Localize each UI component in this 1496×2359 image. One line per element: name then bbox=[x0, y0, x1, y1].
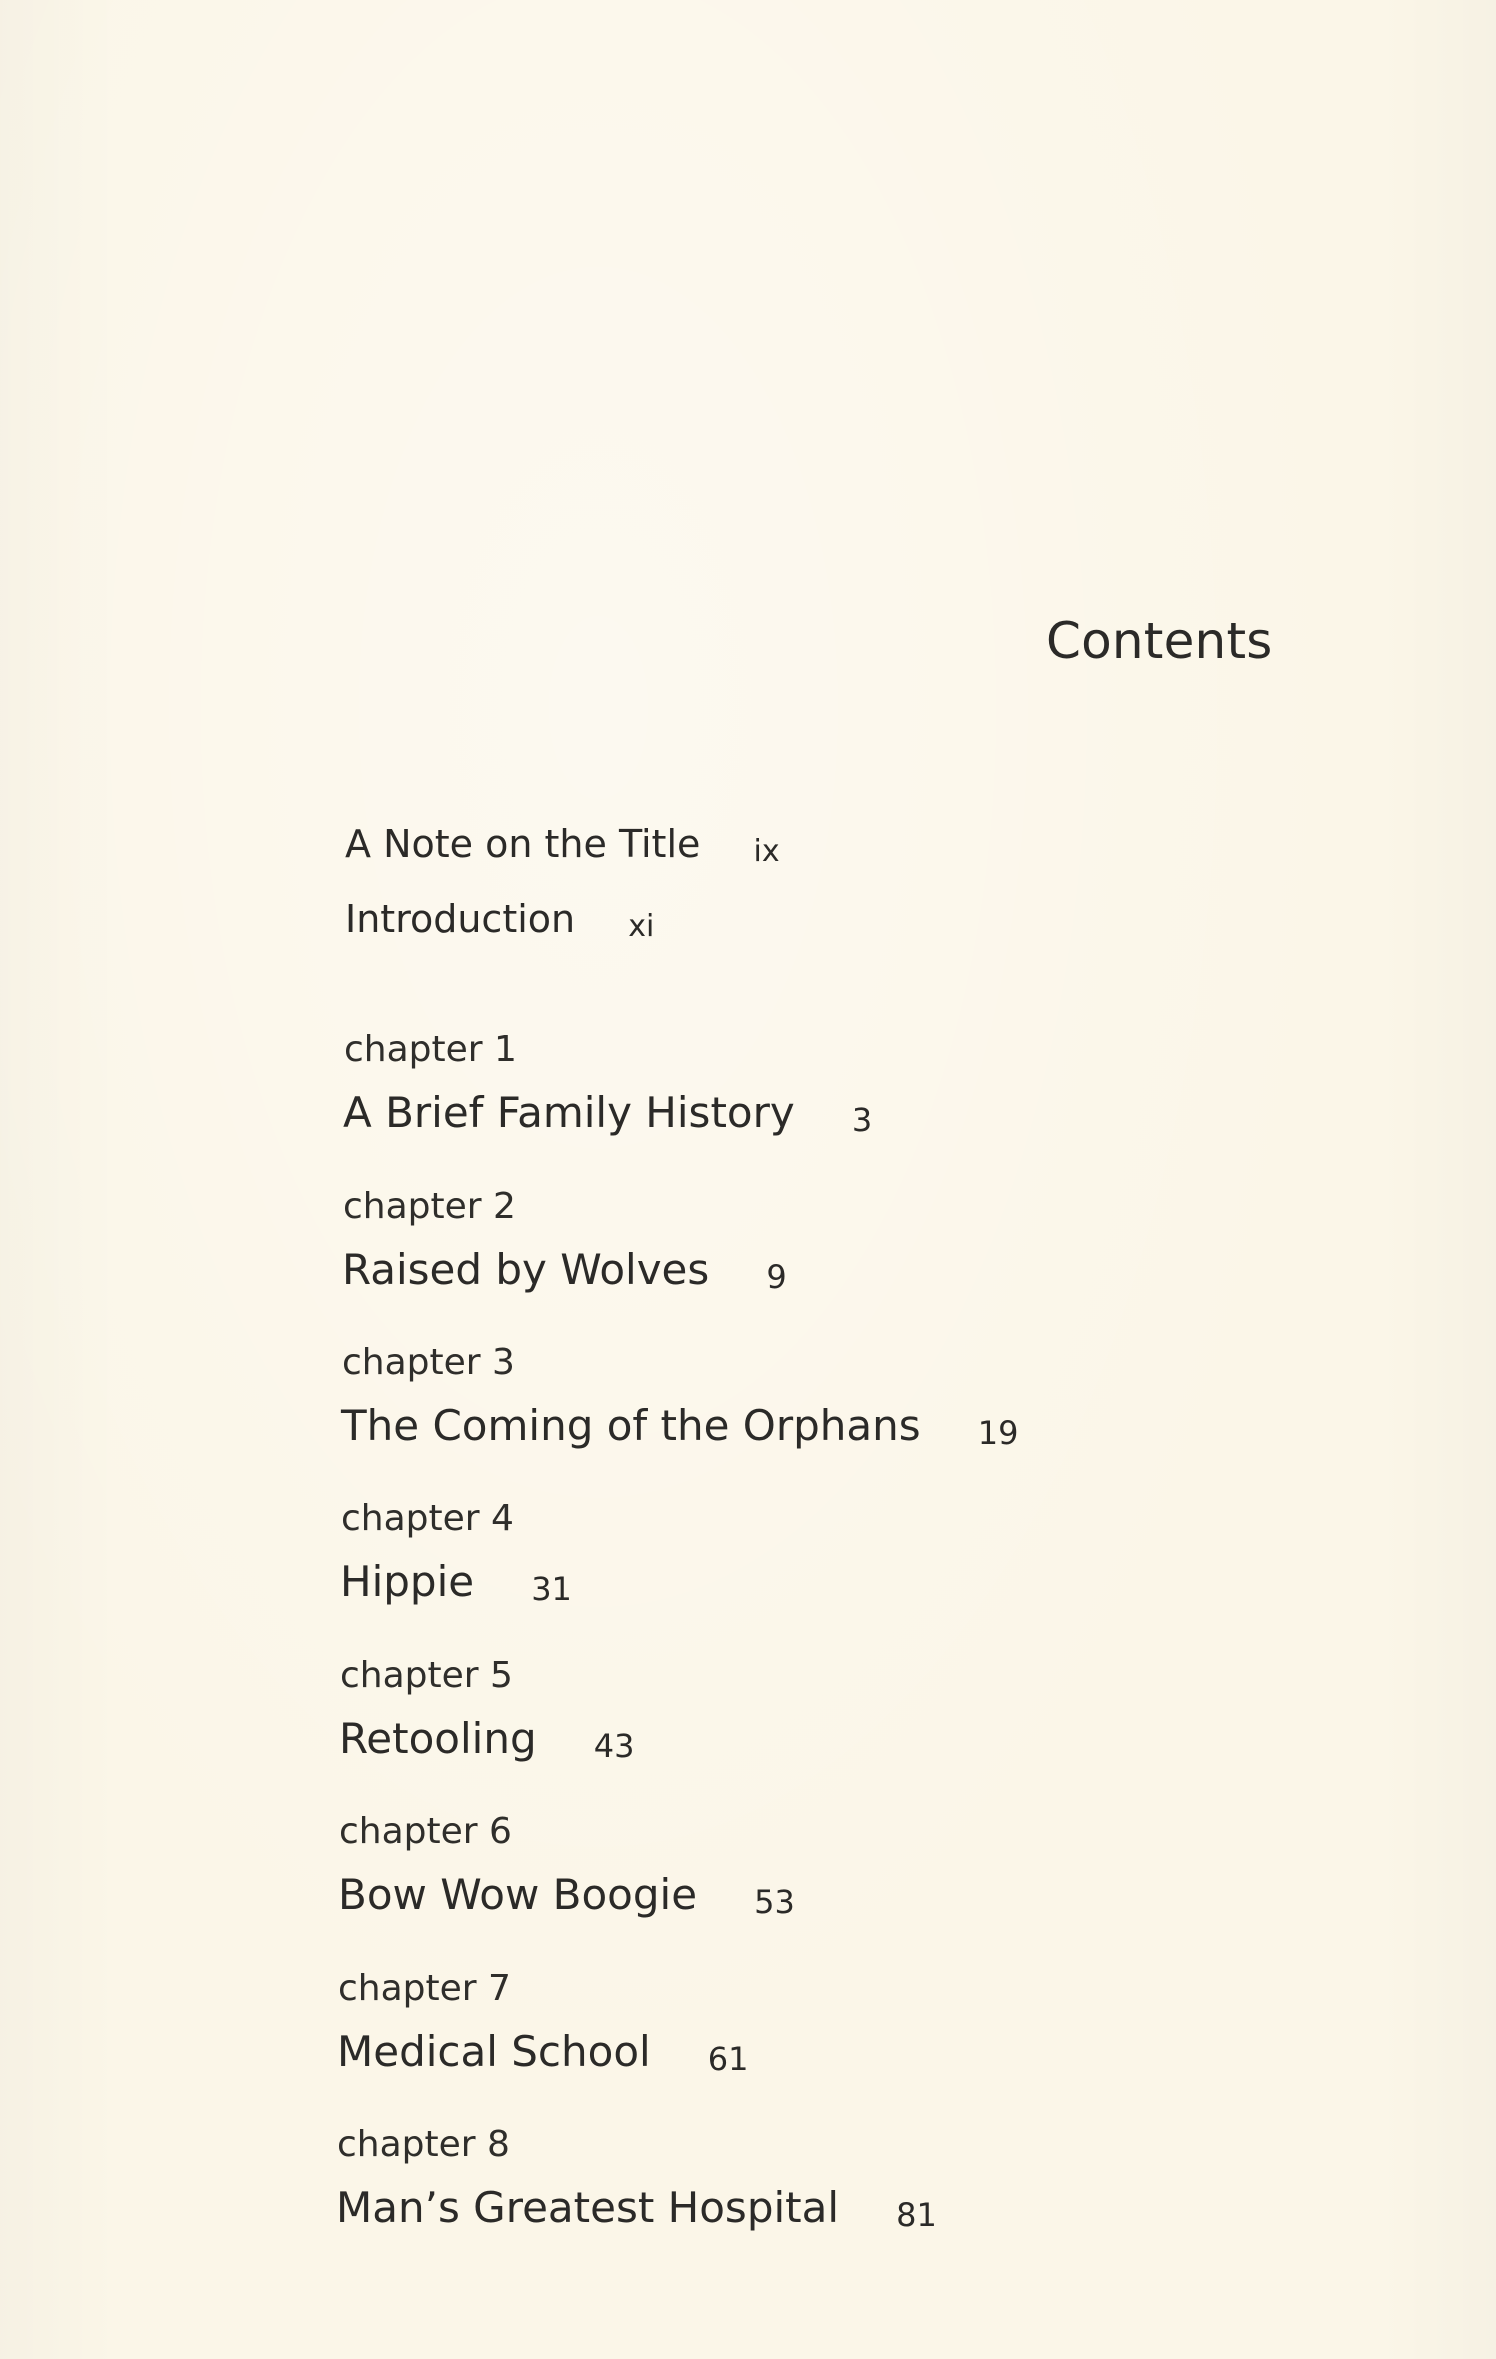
chapter-title: The Coming of the Orphans bbox=[341, 1401, 921, 1450]
chapter-page: 61 bbox=[707, 2040, 749, 2078]
chapter-label: chapter 7 bbox=[338, 1968, 511, 2009]
chapter-page: 19 bbox=[977, 1414, 1019, 1452]
chapter-page: 43 bbox=[593, 1727, 635, 1765]
chapter-label: chapter 4 bbox=[341, 1498, 514, 1539]
chapter-entry bbox=[337, 2027, 749, 2078]
toc-entry-page: ix bbox=[753, 834, 780, 869]
chapter-label: chapter 8 bbox=[337, 2124, 510, 2165]
chapter-page: 9 bbox=[766, 1258, 787, 1296]
chapter-title: Raised by Wolves bbox=[342, 1245, 710, 1294]
chapter-entry bbox=[336, 2183, 937, 2234]
chapter-title: Retooling bbox=[339, 1714, 537, 1763]
toc-entry-title: A Note on the Title bbox=[345, 822, 701, 866]
chapter-title: Man’s Greatest Hospital bbox=[336, 2183, 840, 2232]
chapter-title: Bow Wow Boogie bbox=[338, 1870, 698, 1919]
contents-heading: Contents bbox=[1046, 612, 1273, 670]
chapter-label: chapter 3 bbox=[342, 1342, 515, 1383]
chapter-entry bbox=[343, 1088, 872, 1139]
chapter-entry bbox=[338, 1870, 795, 1921]
chapter-entry bbox=[342, 1245, 787, 1296]
toc-entry-note-on-title bbox=[345, 822, 780, 869]
chapter-title: Hippie bbox=[340, 1557, 475, 1606]
chapter-label: chapter 1 bbox=[344, 1029, 517, 1070]
chapter-page: 53 bbox=[754, 1883, 795, 1921]
chapter-entry bbox=[340, 1557, 572, 1608]
chapter-entry bbox=[341, 1401, 1018, 1452]
chapter-label: chapter 2 bbox=[343, 1186, 516, 1227]
chapter-title: Medical School bbox=[337, 2027, 651, 2076]
toc-entry-page: xi bbox=[628, 909, 655, 944]
chapter-page: 81 bbox=[896, 2196, 937, 2234]
chapter-page: 3 bbox=[851, 1101, 873, 1139]
toc-entry-title: Introduction bbox=[345, 897, 576, 941]
chapter-label: chapter 6 bbox=[339, 1811, 512, 1852]
chapter-title: A Brief Family History bbox=[343, 1088, 795, 1137]
chapter-entry bbox=[339, 1714, 634, 1765]
chapter-label: chapter 5 bbox=[340, 1655, 513, 1696]
chapter-page: 31 bbox=[531, 1570, 572, 1608]
toc-entry-introduction bbox=[345, 897, 654, 944]
